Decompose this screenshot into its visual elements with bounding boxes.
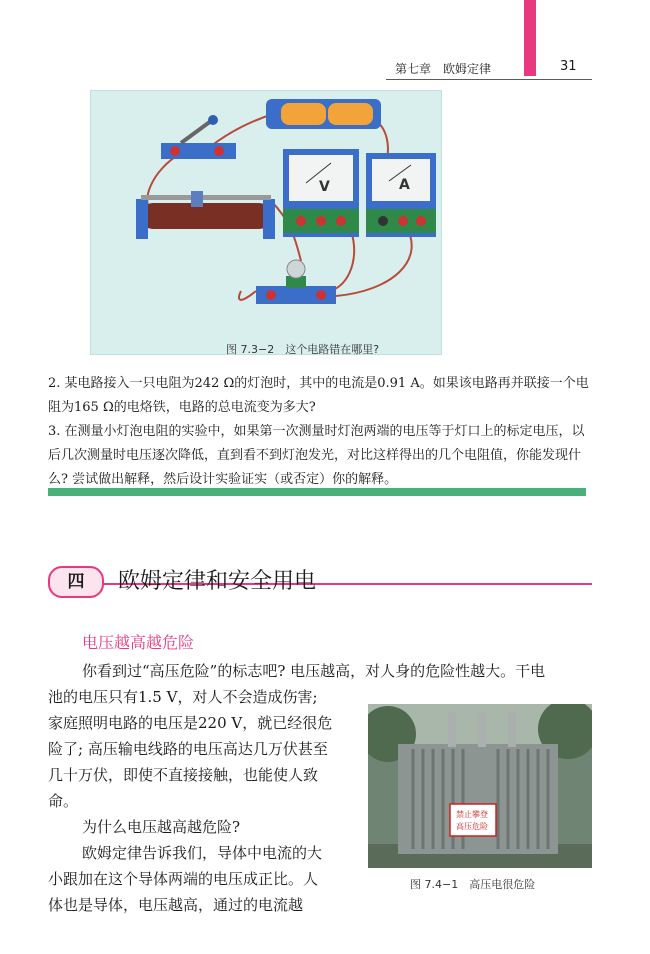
transformer-illustration bbox=[368, 704, 592, 868]
subsection-title: 电压越高越危险 bbox=[82, 633, 195, 652]
body-line-7: 为什么电压越高越危险? bbox=[82, 818, 241, 836]
transformer-photo bbox=[368, 704, 592, 868]
figure-caption: 图 7.3−2 这个电路错在哪里? bbox=[226, 343, 380, 356]
body-line-5: 几十万伏，即使不直接接触，也能使人致 bbox=[48, 766, 319, 784]
page-number: 31 bbox=[560, 59, 577, 74]
circuit-figure bbox=[90, 90, 442, 355]
chapter-header: 第七章 欧姆定律 bbox=[395, 62, 492, 76]
body-line-9: 小跟加在这个导体两端的电压成正比。人 bbox=[48, 870, 319, 888]
exercise-3: 3. 在测量小灯泡电阻的实验中，如果第一次测量时灯泡两端的电压等于灯口上的标定电压，以后几次测量时电压逐次降低，直到看不到灯泡发光，对比这样得出的几个电阻值，你能发现什么? 尝试做出解释，然后设计实验证实（或否定）你的解释。 bbox=[48, 424, 585, 487]
photo-caption: 图 7.4−1 高压电很危险 bbox=[410, 878, 536, 891]
body-line-4: 险了; 高压输电线路的电压高达几万伏甚至 bbox=[48, 740, 328, 758]
ammeter-label: A bbox=[399, 177, 410, 193]
body-line-2: 池的电压只有1.5 V，对人不会造成伤害; bbox=[48, 688, 318, 706]
circuit-illustration bbox=[91, 91, 441, 354]
body-line-6: 命。 bbox=[48, 792, 79, 810]
warning-sign-line-2: 高压危险 bbox=[456, 822, 488, 831]
header-accent-bar bbox=[524, 0, 536, 76]
body-line-10: 体也是导体，电压越高，通过的电流越 bbox=[48, 896, 304, 914]
section-title: 欧姆定律和安全用电 bbox=[118, 569, 317, 594]
body-line-1: 你看到过“高压危险”的标志吧? 电压越高，对人身的危险性越大。干电 bbox=[82, 662, 546, 680]
warning-sign-line-1: 禁止攀登 bbox=[456, 810, 488, 819]
voltmeter-label: V bbox=[319, 179, 330, 195]
section-divider bbox=[48, 488, 586, 496]
body-line-8: 欧姆定律告诉我们，导体中电流的大 bbox=[82, 844, 323, 862]
header-rule bbox=[386, 79, 592, 80]
body-line-3: 家庭照明电路的电压是220 V，就已经很危 bbox=[48, 714, 333, 732]
section-number-badge: 四 bbox=[48, 566, 104, 598]
exercise-2: 2. 某电路接入一只电阻为242 Ω的灯泡时，其中的电流是0.91 A。如果该电路再并联接一个电阻为165 Ω的电烙铁，电路的总电流变为多大? bbox=[48, 376, 589, 415]
